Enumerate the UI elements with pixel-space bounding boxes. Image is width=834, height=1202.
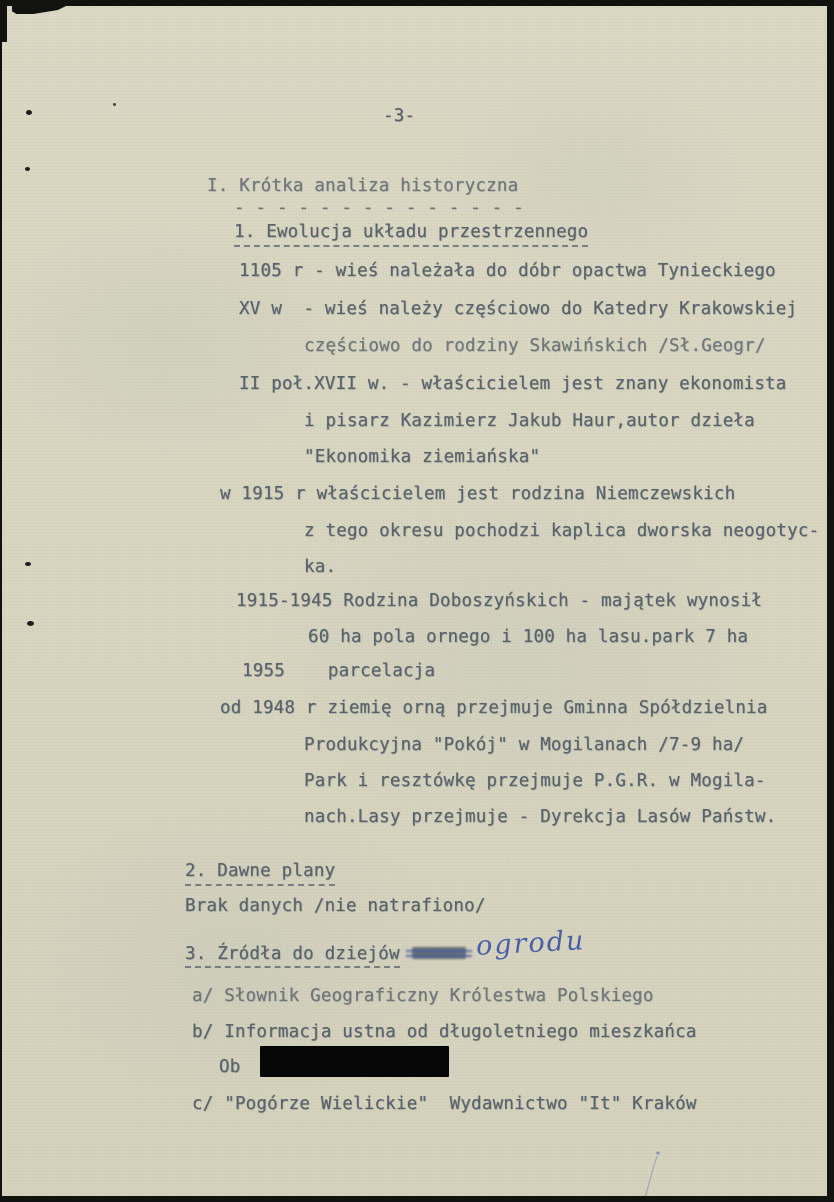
list-item-a: a/ Słownik Geograficzny Królestwa Polskiego [192, 986, 654, 1006]
scan-edge-left [0, 0, 2, 1200]
body-line: nach.Lasy przejmuje - Dyrekcja Lasów Państw. [304, 807, 777, 827]
redaction-bar [260, 1046, 449, 1077]
heading-sub-1: 1. Ewolucja układu przestrzennego [234, 222, 588, 247]
list-item-b: b/ Informacja ustna od długoletniego mieszkańca [192, 1022, 697, 1042]
handwritten-correction: ogrodu [474, 925, 586, 962]
page-number: -3- [383, 106, 416, 126]
paper-sheet [2, 6, 827, 1196]
body-line: częściowo do rodziny Skawińskich /Sł.Geogr/ [304, 336, 766, 356]
body-line: od 1948 r ziemię orną przejmuje Gminna Spółdzielnia [220, 698, 768, 718]
body-line: ka. [304, 557, 337, 577]
heading-sub-3 [185, 925, 586, 965]
paper-speck [113, 103, 116, 106]
body-line: 1105 r - wieś należała do dóbr opactwa Tynieckiego [239, 261, 776, 281]
heading-sub-3-text: 3. Źródła do dziejów [185, 944, 400, 968]
body-line: Produkcyjna "Pokój" w Mogilanach /7-9 ha/ [304, 735, 745, 755]
body-line: i pisarz Kazimierz Jakub Haur,autor dzieła [304, 411, 755, 431]
pen-scribble [635, 1144, 679, 1202]
body-line: "Ekonomika ziemiańska" [304, 447, 541, 467]
heading-section-1-underline: - - - - - - - - - - - - - - [234, 198, 524, 218]
binding-dot [25, 167, 30, 171]
binding-dot [25, 562, 31, 566]
body-line: 1915-1945 Rodzina Doboszyńskich - majątek wynosił [236, 591, 763, 611]
binding-dot [27, 621, 34, 626]
body-line: Park i resztówkę przejmuje P.G.R. w Mogila- [304, 771, 766, 791]
body-line: XV w - wieś należy częściowo do Katedry Krakowskiej [239, 299, 798, 319]
body-line: w 1915 r właścicielem jest rodzina Niemczewskich [220, 484, 736, 504]
crossed-out-word [412, 947, 466, 959]
heading-section-1: I. Krótka analiza historyczna [207, 176, 519, 196]
redacted-line-prefix: Ob [219, 1057, 241, 1077]
body-line: z tego okresu pochodzi kaplica dworska neogotyc- [304, 521, 820, 541]
heading-sub-2: 2. Dawne plany [185, 861, 335, 886]
binding-dot [26, 110, 32, 115]
body-line: 1955 parcelacja [242, 661, 436, 681]
scan-edge-bottom [0, 1196, 834, 1200]
scan-edge-top [0, 0, 834, 6]
body-line: 60 ha pola ornego i 100 ha lasu.park 7 ha [308, 627, 749, 647]
scan-edge-right [827, 0, 834, 1200]
list-item-c: c/ "Pogórze Wielickie" Wydawnictwo "It" Kraków [192, 1094, 697, 1114]
body-line: II poł.XVII w. - właścicielem jest znany ekonomista [239, 374, 787, 394]
body-line: Brak danych /nie natrafiono/ [185, 896, 486, 916]
